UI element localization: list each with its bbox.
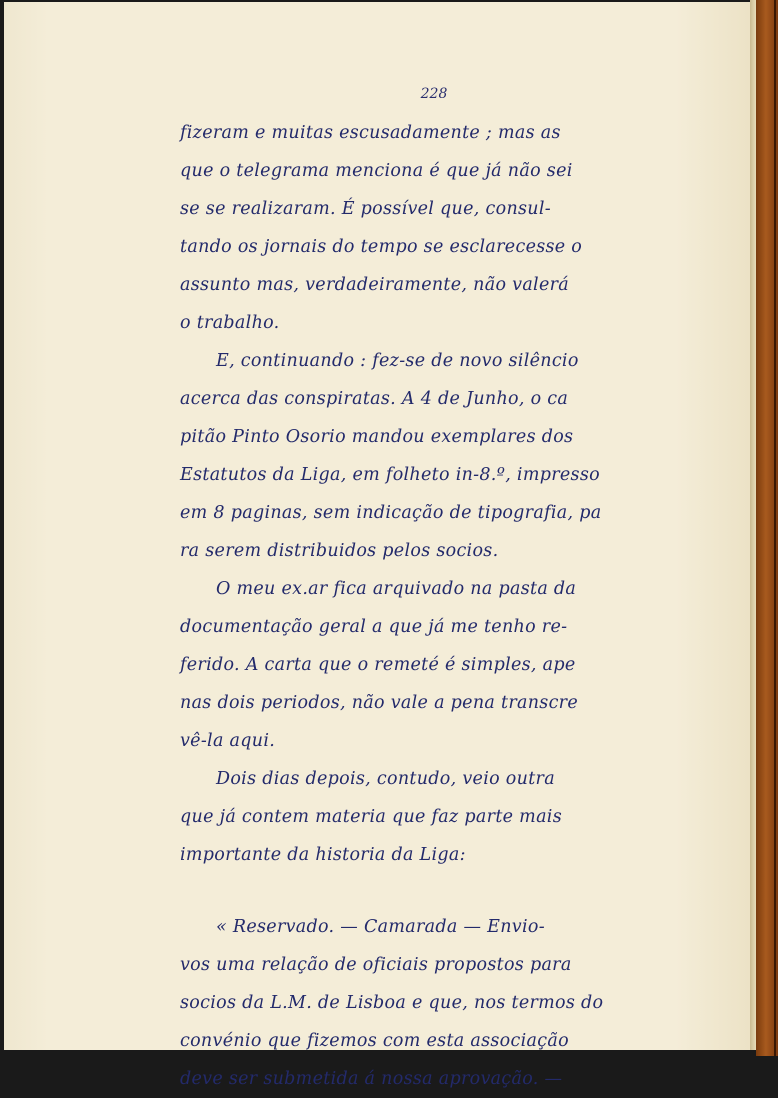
page-number: 228 — [420, 86, 448, 102]
text-line: ferido. A carta que o remeté é simples, ape — [180, 655, 576, 675]
text-line: ra serem distribuidos pelos socios. — [180, 541, 499, 561]
text-line: « Reservado. — Camarada — Envio- — [216, 917, 545, 937]
text-line: nas dois periodos, não vale a pena transcre — [180, 693, 578, 713]
text-line: deve ser submetida á nossa aprovação. — — [180, 1069, 563, 1089]
manuscript-text — [180, 114, 690, 1098]
text-line: E, continuando : fez-se de novo silêncio — [216, 351, 579, 371]
text-line: pitão Pinto Osorio mandou exemplares dos — [180, 427, 574, 447]
text-line: assunto mas, verdadeiramente, não valerá — [180, 275, 570, 295]
paragraph-gap — [180, 874, 690, 908]
text-line: vê-la aqui. — [180, 731, 276, 751]
text-line: tando os jornais do tempo se esclarecesse o — [180, 237, 583, 257]
text-line: documentação geral a que já me tenho re- — [180, 617, 568, 637]
manuscript-page — [4, 2, 750, 1089]
text-line: que o telegrama menciona é que já não sei — [180, 161, 573, 181]
text-line: em 8 paginas, sem indicação de tipografia, pa — [180, 503, 602, 523]
text-line: O meu ex.ar fica arquivado na pasta da — [216, 579, 577, 599]
text-line: convénio que fizemos com esta associação — [180, 1031, 569, 1051]
text-line: vos uma relação de oficiais propostos para — [180, 955, 572, 975]
text-line: acerca das conspiratas. A 4 de Junho, o ca — [180, 389, 569, 409]
text-line: se se realizaram. É possível que, consul- — [180, 199, 551, 219]
text-line: que já contem materia que faz parte mais — [180, 807, 562, 827]
text-line: fizeram e muitas escusadamente ; mas as — [180, 123, 561, 143]
text-line: socios da L.M. de Lisboa e que, nos termos do — [180, 993, 604, 1013]
spine-shadow — [774, 0, 776, 1056]
text-line: o trabalho. — [180, 313, 280, 333]
text-line: Estatutos da Liga, em folheto in-8.º, impresso — [180, 465, 600, 485]
text-line: importante da historia da Liga: — [180, 845, 466, 865]
text-line: Dois dias depois, contudo, veio outra — [216, 769, 555, 789]
